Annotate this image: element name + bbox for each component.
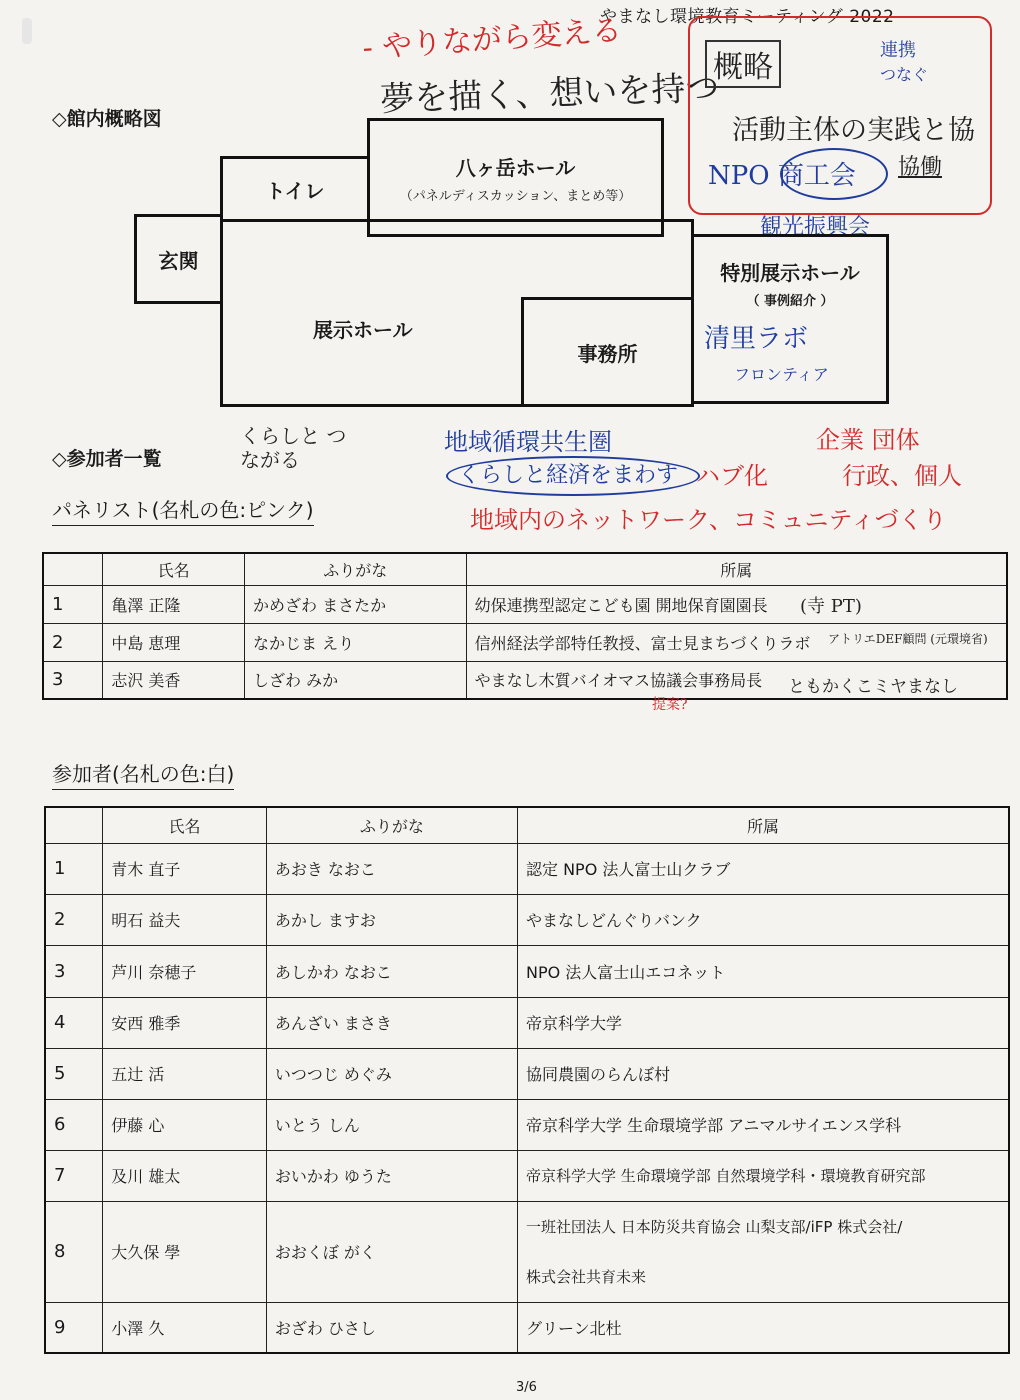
row-kana: あかし ますお <box>266 894 517 945</box>
row-org: グリーン北杜 <box>518 1302 1010 1353</box>
row-name: 大久保 學 <box>103 1201 267 1302</box>
room-toilet <box>220 156 370 222</box>
table-row <box>45 1201 1009 1302</box>
handnote-katsudo: 活動主体の実践と協 <box>732 115 975 146</box>
row-kana: おざわ ひさし <box>266 1302 517 1353</box>
col-name: 氏名 <box>103 807 267 843</box>
row-no: 6 <box>45 1099 103 1150</box>
row-kana: なかじま えり <box>244 623 466 661</box>
handnote-hub: ハブ化 <box>696 462 768 490</box>
row-no: 4 <box>45 997 103 1048</box>
col-no <box>43 553 103 585</box>
handnote-dream: 夢を描く、想いを持つ <box>379 68 721 120</box>
row-no: 3 <box>43 661 103 699</box>
row-org <box>518 1201 1010 1302</box>
handnote-npo: NPO 商工会 <box>708 161 856 191</box>
row-name: 安西 雅季 <box>103 997 267 1048</box>
col-name: 氏名 <box>103 553 245 585</box>
row-org: 帝京科学大学 生命環境学部 アニマルサイエンス学科 <box>518 1099 1010 1150</box>
row-kana: あしかわ なおこ <box>266 945 517 997</box>
handnote-network: 地域内のネットワーク、コミュニティづくり <box>470 506 947 534</box>
handnote-atelier: アトリエDEF顧問 (元環境省) <box>828 632 988 646</box>
row-kana: しざわ みか <box>244 661 466 699</box>
table-row <box>43 585 1007 623</box>
handnote-gaiyo: 概略 <box>705 40 781 88</box>
row-kana: おいかわ ゆうた <box>266 1150 517 1201</box>
handnote-keizai: くらしと経済をまわす <box>458 463 679 488</box>
row-name: 五辻 活 <box>103 1048 267 1099</box>
handnote-tsunagu: つなぐ <box>880 65 929 84</box>
handnote-kurashi: くらしと つながる <box>240 424 347 472</box>
row-name: 中島 恵理 <box>103 623 245 661</box>
row-kana: いつつじ めぐみ <box>266 1048 517 1099</box>
participants-table <box>44 806 1010 1354</box>
row-org: NPO 法人富士山エコネット <box>518 945 1010 997</box>
participants-heading: 参加者(名札の色:白) <box>52 758 234 790</box>
room-toilet-name: トイレ <box>265 178 325 203</box>
handnote-kigyo: 企業 団体 <box>816 426 920 454</box>
page-number: 3/6 <box>516 1380 537 1395</box>
floor-map-heading: ◇館内概略図 <box>52 108 162 130</box>
room-office <box>521 297 694 407</box>
room-yatsugatake-name: 八ヶ岳ホール <box>455 155 576 180</box>
col-org: 所属 <box>466 553 1007 585</box>
row-kana: あおき なおこ <box>266 843 517 894</box>
row-name: 明石 益夫 <box>103 894 267 945</box>
handnote-chiiki: 地域循環共生圏 <box>444 428 612 456</box>
col-no <box>45 807 103 843</box>
row-name: 亀澤 正隆 <box>103 585 245 623</box>
handnote-teian: 提案? <box>652 697 688 713</box>
table-row <box>45 997 1009 1048</box>
room-special-sub: （ 事例紹介 ） <box>746 294 834 309</box>
table-row <box>45 894 1009 945</box>
table-row <box>45 1302 1009 1353</box>
room-yatsugatake-sub: （パネルディスカッション、まとめ等） <box>399 188 632 204</box>
row-name: 青木 直子 <box>103 843 267 894</box>
room-exhibit-name: 展示ホール <box>313 318 413 342</box>
handnote-shikomi: ともかくこミヤまなし <box>788 677 958 697</box>
table-row <box>45 1048 1009 1099</box>
table-row <box>45 1099 1009 1150</box>
room-entrance-name: 玄関 <box>158 248 199 273</box>
handnote-pt: (寺 PT) <box>800 596 862 617</box>
row-org: 帝京科学大学 生命環境学部 自然環境学科・環境教育研究部 <box>518 1150 1010 1201</box>
document-header-title: やまなし環境教育ミーティング 2022 <box>600 7 895 27</box>
row-org: 協同農園のらんぼ村 <box>518 1048 1010 1099</box>
row-kana: あんざい まさき <box>266 997 517 1048</box>
room-special-name: 特別展示ホール <box>720 261 860 285</box>
handnote-renkei: 連携 <box>880 40 916 61</box>
handnote-frontier: フロンティア <box>734 365 829 384</box>
row-kana: おおくぼ がく <box>266 1201 517 1302</box>
row-org-line2: 株式会社共育未来 <box>526 1267 647 1286</box>
row-no: 7 <box>45 1150 103 1201</box>
table-row <box>45 945 1009 997</box>
handnote-seiri: 清里ラボ <box>704 324 809 354</box>
row-no: 9 <box>45 1302 103 1353</box>
row-kana: かめざわ まさたか <box>244 585 466 623</box>
col-kana: ふりがな <box>244 553 466 585</box>
table-row <box>45 843 1009 894</box>
table-row <box>45 1150 1009 1201</box>
row-org: 帝京科学大学 <box>518 997 1010 1048</box>
row-org: 認定 NPO 法人富士山クラブ <box>518 843 1010 894</box>
binder-clip-mark <box>22 18 32 44</box>
participants-header-row <box>45 807 1009 843</box>
row-org: 幼保連携型認定こども園 開地保育園園長 <box>466 585 1007 623</box>
row-name: 伊藤 心 <box>103 1099 267 1150</box>
row-name: 志沢 美香 <box>103 661 245 699</box>
handnote-kyoryoku: 協働 <box>898 155 943 180</box>
row-org: やまなしどんぐりバンク <box>518 894 1010 945</box>
room-entrance <box>134 214 223 304</box>
row-no: 5 <box>45 1048 103 1099</box>
handnote-top-red: - やりながら変える <box>361 12 623 67</box>
participants-list-heading: ◇参加者一覧 <box>52 448 162 470</box>
row-no: 8 <box>45 1201 103 1302</box>
row-no: 2 <box>45 894 103 945</box>
handnote-shinko: 観光振興会 <box>760 215 871 240</box>
panelists-heading: パネリスト(名札の色:ピンク) <box>52 494 314 526</box>
row-name: 及川 雄太 <box>103 1150 267 1201</box>
row-org: 信州経法学部特任教授、富士見まちづくりラボ <box>466 623 1007 661</box>
row-no: 1 <box>43 585 103 623</box>
handnote-gyosei: 行政、個人 <box>842 462 962 490</box>
row-no: 2 <box>43 623 103 661</box>
row-kana: いとう しん <box>266 1099 517 1150</box>
panelists-header-row <box>43 553 1007 585</box>
row-org-line1: 一班社団法人 日本防災共育協会 山梨支部/iFP 株式会社/ <box>526 1217 903 1236</box>
room-office-name: 事務所 <box>577 341 638 366</box>
col-org: 所属 <box>518 807 1010 843</box>
row-name: 芦川 奈穂子 <box>103 945 267 997</box>
row-no: 1 <box>45 843 103 894</box>
row-name: 小澤 久 <box>103 1302 267 1353</box>
row-no: 3 <box>45 945 103 997</box>
col-kana: ふりがな <box>266 807 517 843</box>
row-org: やまなし木質バイオマス協議会事務局長 <box>466 661 1007 699</box>
